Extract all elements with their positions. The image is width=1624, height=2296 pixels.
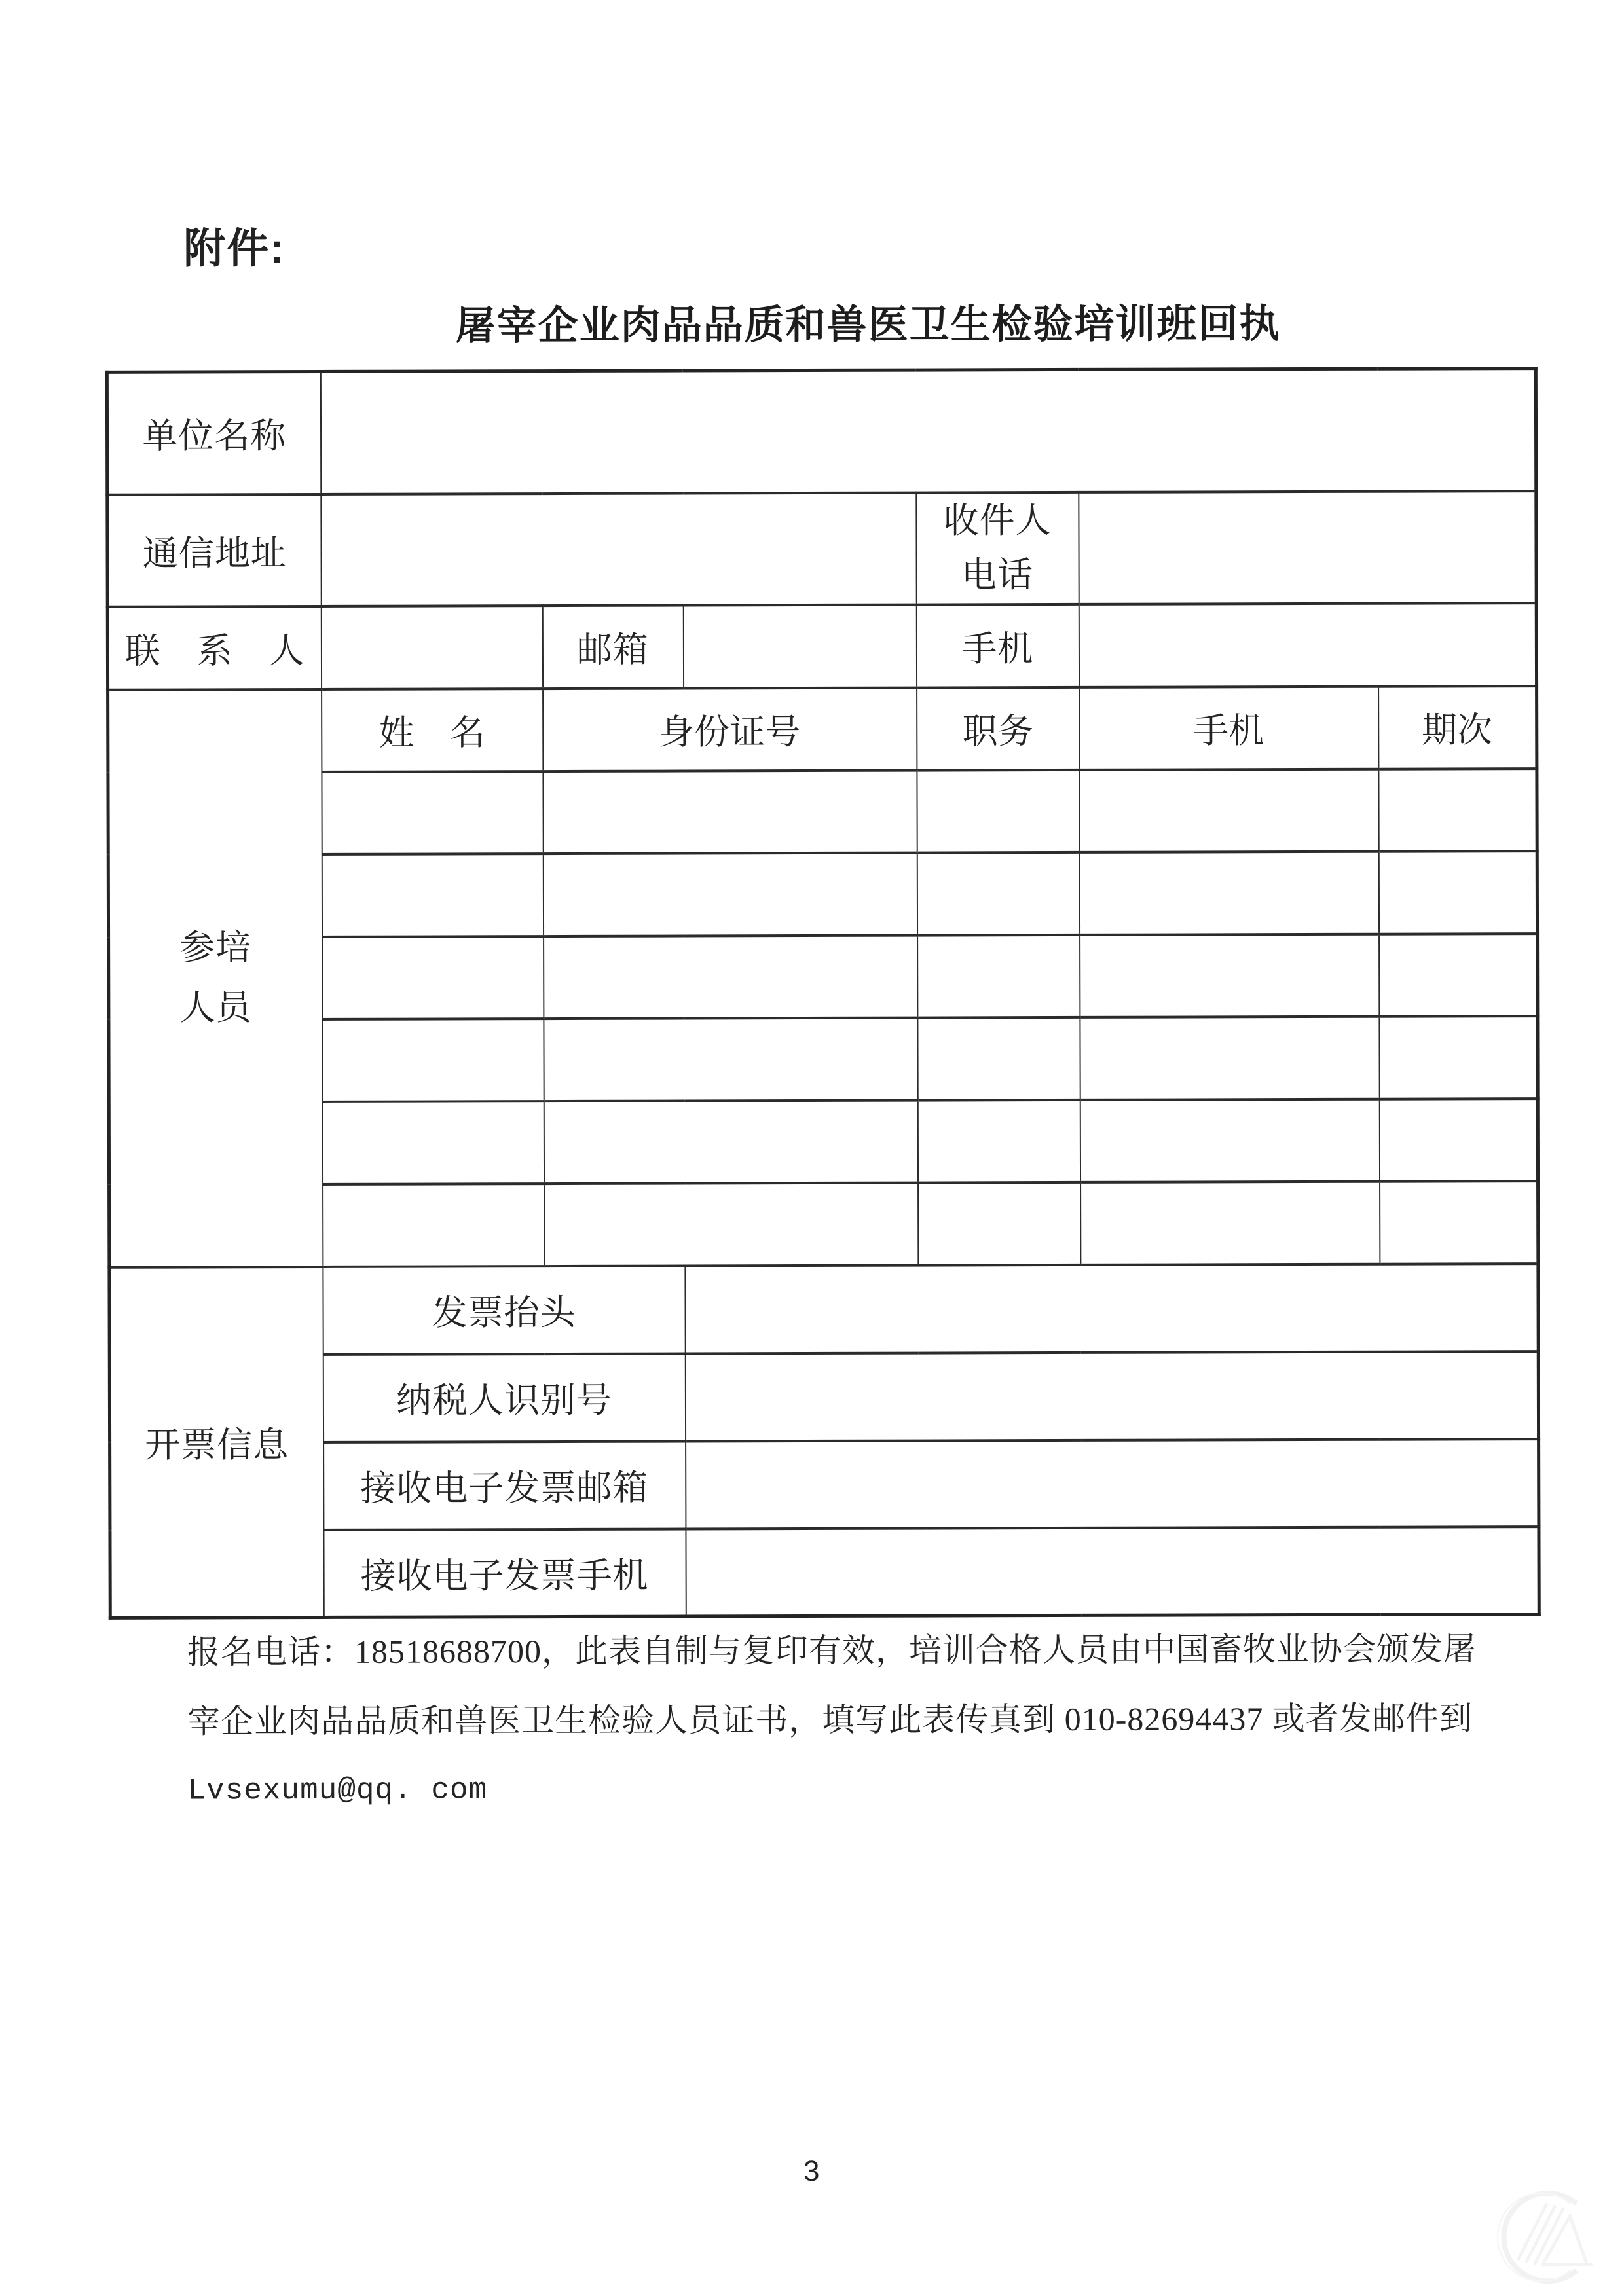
invoice-email-label-cell: 接收电子发票邮箱: [323, 1441, 686, 1529]
trainee-id-cell: [544, 1100, 917, 1183]
email-label-cell: 邮箱: [542, 605, 683, 689]
col-header-duty: 职务: [917, 687, 1079, 771]
trainee-duty-cell: [918, 1182, 1080, 1266]
trainee-duty-cell: [917, 770, 1079, 853]
email-value-cell: [683, 604, 916, 688]
trainee-id-cell: [543, 852, 917, 936]
page-title: 屠宰企业肉品品质和兽医卫生检验培训班回执: [455, 301, 1281, 348]
trainee-name-cell: [322, 771, 543, 854]
trainee-duty-cell: [917, 935, 1080, 1018]
trainee-session-cell: [1379, 934, 1538, 1017]
trainee-row: [108, 851, 1537, 938]
trainee-mobile-cell: [1080, 934, 1379, 1017]
recipient-phone-label-cell: [916, 492, 1079, 604]
unit-name-row: [107, 369, 1536, 495]
invoice-mobile-row: [110, 1527, 1539, 1618]
invoice-email-value-cell: [686, 1439, 1539, 1529]
trainee-id-cell: [544, 935, 917, 1018]
trainee-name-cell: [322, 854, 543, 937]
trainee-id-cell: [544, 1182, 918, 1266]
recipient-phone-value-cell: [1079, 491, 1536, 604]
trainee-session-cell: [1379, 1016, 1538, 1099]
trainee-session-cell: [1380, 1181, 1538, 1264]
trainee-row: [108, 769, 1537, 855]
trainee-duty-cell: [917, 852, 1079, 936]
trainee-mobile-cell: [1080, 1017, 1379, 1100]
mobile-label-cell: 手机: [916, 604, 1079, 688]
trainee-row: [109, 1099, 1538, 1185]
mobile-value-cell: [1079, 603, 1536, 687]
trainee-name-cell: [322, 1101, 544, 1184]
footer-line-2: 宰企业肉品品质和兽医卫生检验人员证书，填写此表传真到 010-82694437 或者发邮件到: [187, 1700, 1473, 1740]
address-value-cell: [321, 492, 916, 606]
footer-email-line: Lvsexumu@qq. com: [187, 1773, 488, 1808]
invoice-mobile-label-cell: 接收电子发票手机: [323, 1529, 686, 1617]
trainee-row: [109, 1181, 1538, 1267]
trainee-duty-cell: [917, 1100, 1080, 1183]
contact-label-cell: 联 系 人: [107, 606, 321, 690]
trainee-duty-cell: [917, 1017, 1080, 1101]
trainee-name-cell: [322, 936, 544, 1019]
trainee-row: [109, 934, 1538, 1020]
trainee-session-cell: [1378, 769, 1537, 852]
invoice-email-row: [110, 1439, 1539, 1531]
footer-line-1: 报名电话：18518688700，此表自制与复印有效，培训合格人员由中国畜牧业协会颁发屠: [187, 1630, 1477, 1671]
contact-value-cell: [321, 606, 542, 689]
recipient-phone-label-line1: 收件人: [943, 500, 1052, 540]
trainee-mobile-cell: [1079, 769, 1378, 852]
trainees-section-label-cell: [108, 689, 323, 1267]
invoice-mobile-value-cell: [686, 1527, 1539, 1616]
trainee-id-cell: [544, 1017, 917, 1101]
registration-form-table: [105, 367, 1541, 1620]
invoice-taxid-value-cell: [685, 1351, 1538, 1441]
trainee-name-cell: [323, 1184, 544, 1267]
trainees-label-line2: 人员: [179, 988, 252, 1028]
trainee-row: [109, 1016, 1538, 1102]
trainee-mobile-cell: [1080, 1182, 1380, 1265]
address-label-cell: 通信地址: [107, 494, 321, 606]
col-header-id-number: 身份证号: [543, 687, 917, 771]
unit-name-label-cell: 单位名称: [107, 371, 320, 494]
invoice-header-label-cell: 发票抬头: [323, 1266, 685, 1354]
trainee-mobile-cell: [1079, 852, 1378, 935]
invoice-taxid-row: [109, 1351, 1538, 1443]
attachment-label: 附件:: [183, 225, 286, 272]
invoice-section-label-cell: 开票信息: [109, 1267, 323, 1618]
trainee-id-cell: [543, 770, 917, 853]
col-header-session: 期次: [1378, 686, 1537, 769]
trainee-session-cell: [1378, 851, 1537, 934]
page-number: 3: [803, 2155, 820, 2188]
invoice-taxid-label-cell: 纳税人识别号: [323, 1353, 685, 1442]
col-header-name: 姓 名: [322, 689, 543, 772]
unit-name-value-cell: [320, 369, 1536, 494]
trainee-header-row: [108, 686, 1537, 773]
invoice-title-row: [109, 1264, 1538, 1355]
footer-note: [187, 1614, 1498, 1825]
association-logo-watermark-icon: [1475, 2185, 1616, 2290]
trainees-label-line1: 参培: [179, 928, 252, 968]
invoice-header-value-cell: [685, 1264, 1538, 1353]
trainee-name-cell: [322, 1019, 544, 1102]
trainee-mobile-cell: [1080, 1099, 1379, 1182]
contact-row: [107, 603, 1536, 690]
col-header-mobile: 手机: [1079, 687, 1378, 770]
trainee-session-cell: [1379, 1099, 1538, 1182]
address-row: [107, 491, 1536, 607]
recipient-phone-label-line2: 电话: [961, 555, 1034, 595]
